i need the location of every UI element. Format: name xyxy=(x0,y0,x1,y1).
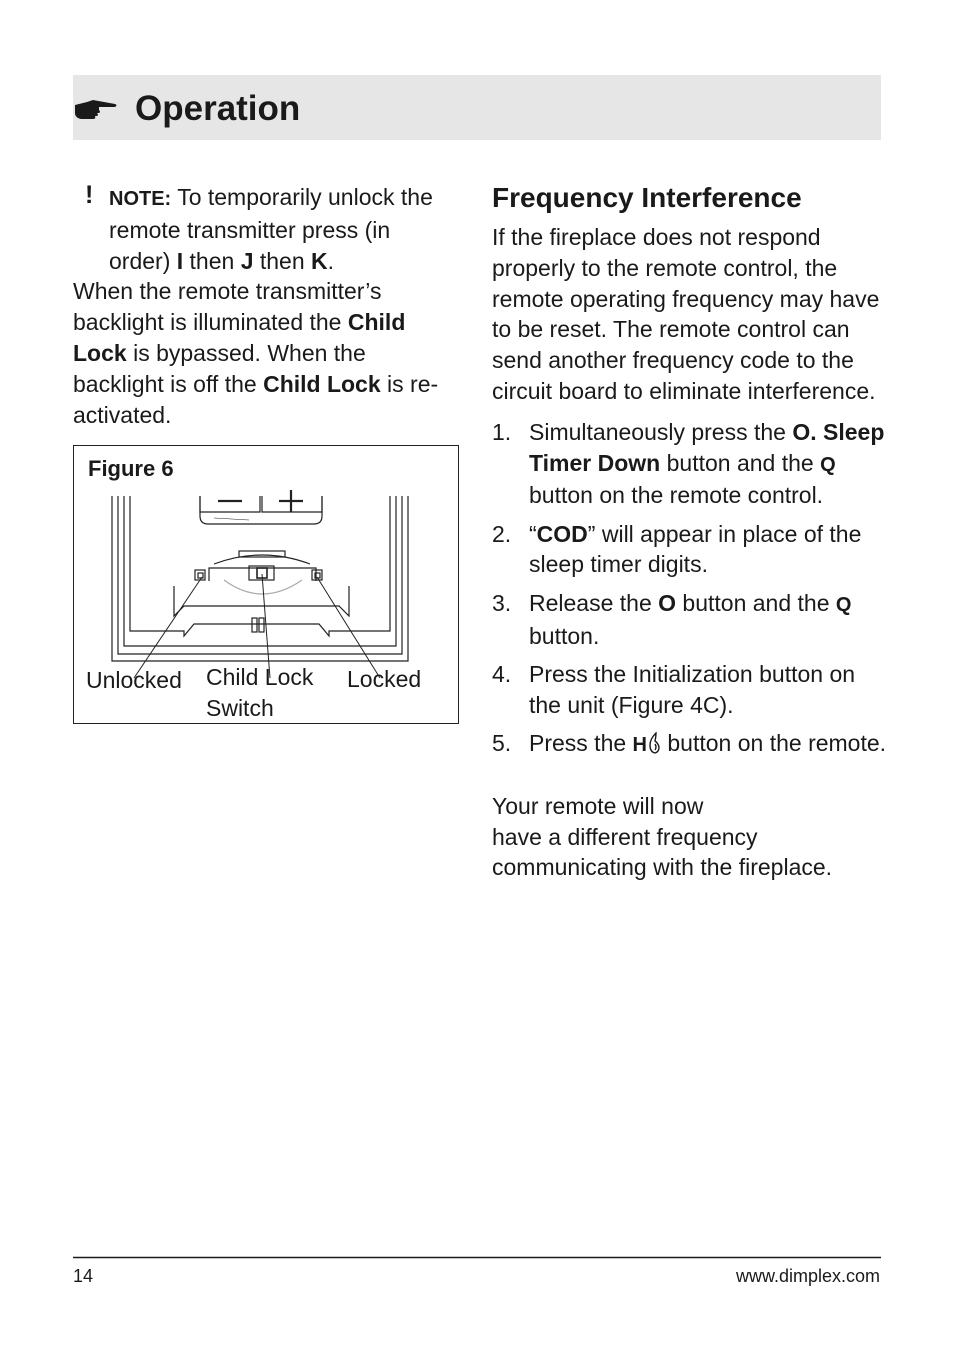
backlight-paragraph xyxy=(73,276,453,430)
key-term: H xyxy=(632,733,647,756)
closing-line: have a different frequency communicating with the fireplace. xyxy=(492,823,833,881)
figure-caption: Figure 6 xyxy=(88,456,174,481)
backlight-text: is bypassed. When the backlight is off the xyxy=(73,339,366,397)
step-text: button and the xyxy=(676,589,836,616)
steps-list xyxy=(492,417,887,761)
step-text: Press the xyxy=(529,729,633,756)
website-url: www.dimplex.com xyxy=(735,1266,880,1286)
step-number: 1. xyxy=(492,418,512,445)
closing-line: Your remote will now xyxy=(492,792,704,819)
key-term: COD xyxy=(536,520,588,547)
left-column xyxy=(73,182,453,430)
key-i: I xyxy=(176,247,184,274)
switch-label: Switch xyxy=(206,695,274,721)
backlight-text: is re-activated. xyxy=(73,370,439,428)
locked-label: Locked xyxy=(347,666,422,692)
key-term: Q xyxy=(820,453,836,476)
figure-6 xyxy=(73,445,459,724)
note-label: NOTE: xyxy=(109,188,172,210)
step-text: ” will appear in place of the sleep timer digits. xyxy=(529,520,862,578)
pointing-hand-icon xyxy=(73,97,119,121)
right-column xyxy=(492,180,887,883)
step-text: button on the remote. xyxy=(661,729,887,756)
note-text: To temporarily unlock the remote transmitter press (in order) xyxy=(109,184,433,274)
step-text: Release the xyxy=(529,589,659,616)
child-lock-term: Child Lock xyxy=(263,370,381,397)
page-title: Operation xyxy=(135,89,301,128)
section-header xyxy=(73,75,881,140)
backlight-text: When the remote transmitter’s backlight is illuminated the xyxy=(73,278,382,336)
step-text: “ xyxy=(529,520,537,547)
key-term: O xyxy=(658,589,677,616)
closing-paragraph xyxy=(492,791,887,883)
child-lock-term: Child Lock xyxy=(73,309,406,366)
step-number: 2. xyxy=(492,520,512,547)
step-text: button and the xyxy=(660,449,821,476)
section-heading: Frequency Interference xyxy=(492,182,802,213)
page-number: 14 xyxy=(73,1266,94,1286)
key-term: Q xyxy=(835,593,852,616)
list-item xyxy=(492,417,887,511)
note-text: then xyxy=(183,247,241,274)
note-text: then xyxy=(253,247,312,274)
key-j: J xyxy=(240,247,254,274)
child-lock-label: Child Lock xyxy=(206,664,314,690)
list-item xyxy=(492,519,887,581)
unlocked-label: Unlocked xyxy=(86,667,182,693)
footer-divider xyxy=(73,1256,881,1259)
note-text: . xyxy=(327,247,335,274)
flame-icon xyxy=(647,732,661,754)
step-number: 3. xyxy=(492,589,512,616)
list-item xyxy=(492,728,887,761)
step-number: 4. xyxy=(492,660,512,687)
list-item xyxy=(492,588,887,652)
step-text: button on the remote control. xyxy=(529,482,824,509)
exclamation-icon: ! xyxy=(85,181,94,209)
note-block xyxy=(73,182,453,276)
list-item xyxy=(492,659,887,721)
step-text: Simultaneously press the xyxy=(529,418,793,445)
step-number: 5. xyxy=(492,729,512,756)
key-k: K xyxy=(311,247,328,274)
intro-paragraph: If the fireplace does not respond properly to the remote control, the remote operating frequency may have to be reset. The remote control can send another frequency code to the circuit board to eliminate interference. xyxy=(492,224,880,404)
step-text: button. xyxy=(529,622,600,649)
step-text: Press the Initialization button on the unit (Figure 4C). xyxy=(529,660,856,718)
key-term: O. Sleep Timer Down xyxy=(529,418,885,476)
